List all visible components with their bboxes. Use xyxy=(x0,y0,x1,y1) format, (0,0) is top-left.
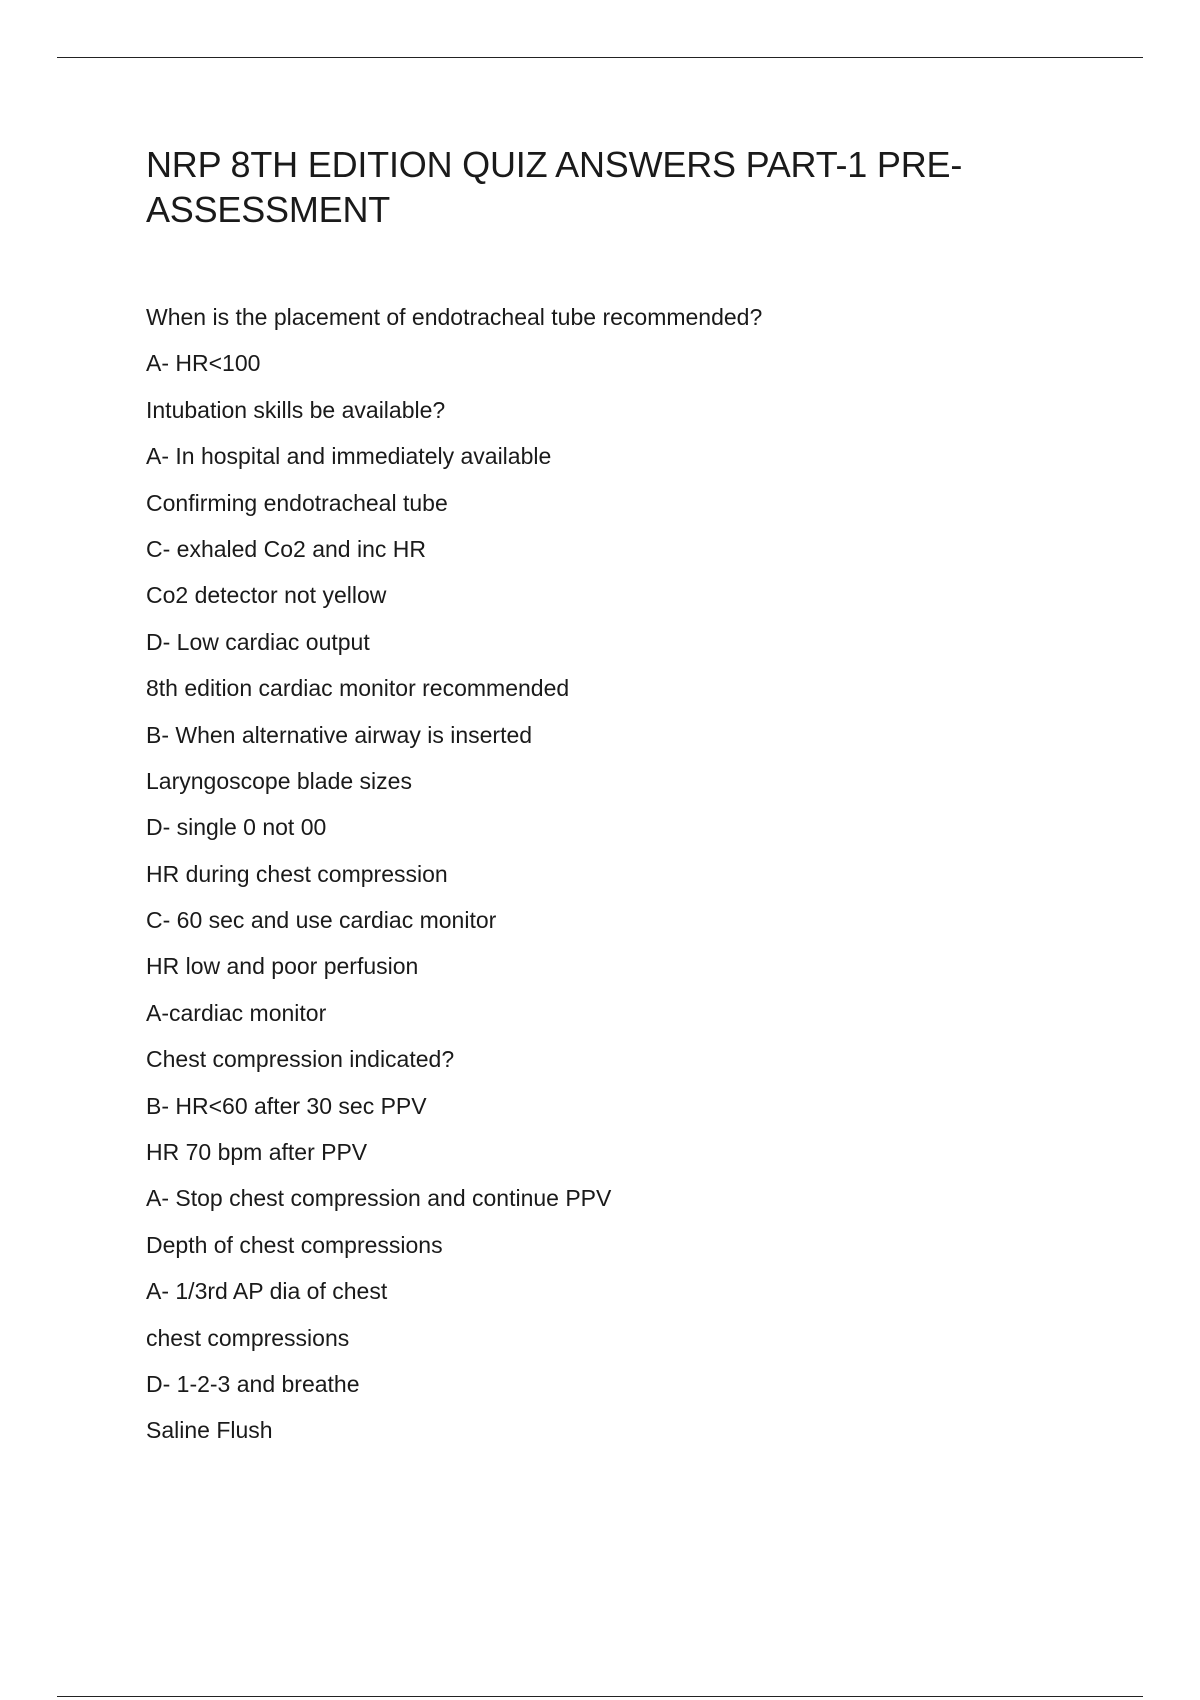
footer-rule xyxy=(57,1696,1143,1697)
question-line: Confirming endotracheal tube xyxy=(146,489,448,516)
question-line: HR during chest compression xyxy=(146,860,448,887)
qa-list xyxy=(146,294,1096,1454)
question-line: Intubation skills be available? xyxy=(146,396,446,423)
page-title: NRP 8TH EDITION QUIZ ANSWERS PART-1 PRE-ASSESSMENT xyxy=(146,144,963,230)
header-rule xyxy=(57,57,1143,58)
answer-line: C- exhaled Co2 and inc HR xyxy=(146,535,426,562)
answer-line: A-cardiac monitor xyxy=(146,999,327,1026)
question-line: Co2 detector not yellow xyxy=(146,582,387,609)
answer-line: B- When alternative airway is inserted xyxy=(146,721,533,748)
question-line: chest compressions xyxy=(146,1324,350,1351)
answer-line: A- Stop chest compression and continue PPV xyxy=(146,1185,612,1212)
answer-line: A- 1/3rd AP dia of chest xyxy=(146,1278,388,1305)
answer-line: C- 60 sec and use cardiac monitor xyxy=(146,907,497,934)
question-line: Saline Flush xyxy=(146,1417,273,1444)
answer-line: A- In hospital and immediately available xyxy=(146,443,552,470)
question-line: Chest compression indicated? xyxy=(146,1046,455,1073)
answer-line: B- HR<60 after 30 sec PPV xyxy=(146,1092,427,1119)
question-line: Depth of chest compressions xyxy=(146,1231,443,1258)
answer-line: D- 1-2-3 and breathe xyxy=(146,1370,360,1397)
question-line: HR 70 bpm after PPV xyxy=(146,1139,368,1166)
answer-line: D- single 0 not 00 xyxy=(146,814,327,841)
answer-line: A- HR<100 xyxy=(146,350,261,377)
question-line: When is the placement of endotracheal tube recommended? xyxy=(146,304,763,330)
question-line: Laryngoscope blade sizes xyxy=(146,767,412,794)
question-line: 8th edition cardiac monitor recommended xyxy=(146,675,570,702)
question-line: HR low and poor perfusion xyxy=(146,953,419,980)
answer-line: D- Low cardiac output xyxy=(146,628,370,655)
